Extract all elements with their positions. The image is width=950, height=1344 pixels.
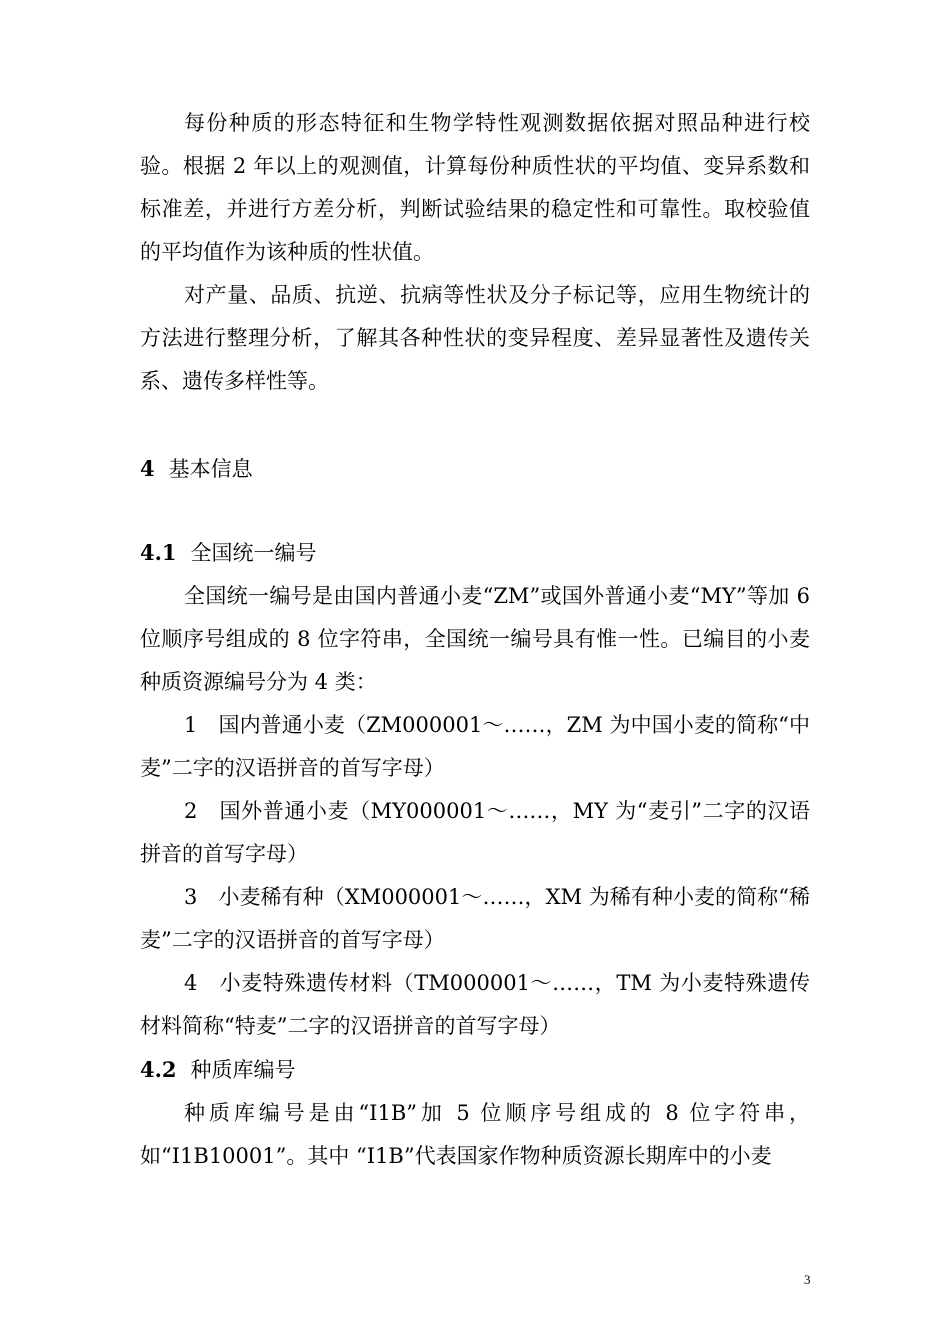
section-4-title: 基本信息 <box>168 457 253 481</box>
section-4-2-number: 4.2 <box>140 1057 177 1082</box>
section-4-1-heading <box>140 531 810 575</box>
section-4-2-heading <box>140 1048 810 1092</box>
page-number: 3 <box>804 1272 811 1287</box>
intro-paragraph-2: 对产量、品质、抗逆、抗病等性状及分子标记等，应用生物统计的方法进行整理分析，了解其各种性状的变异程度、差异显著性及遗传关系、遗传多样性等。 <box>140 283 810 393</box>
section-4-heading <box>140 447 810 491</box>
section-4-1-title: 全国统一编号 <box>190 541 317 565</box>
section-4-2-title: 种质库编号 <box>190 1058 296 1082</box>
list-item: 3 小麦稀有种（XM000001～……，XM 为稀有种小麦的简称“稀麦”二字的汉语拼音的首写字母） <box>140 885 810 952</box>
section-4-1-paragraph: 全国统一编号是由国内普通小麦“ZM”或国外普通小麦“MY”等加 6 位顺序号组成的 8 位字符串，全国统一编号具有惟一性。已编目的小麦种质资源编号分为 4 类： <box>140 584 810 694</box>
page-content <box>140 102 810 1178</box>
list-item: 4 小麦特殊遗传材料（TM000001～……，TM 为小麦特殊遗传材料简称“特麦”二字的汉语拼音的首写字母） <box>140 971 810 1038</box>
intro-paragraph-1: 每份种质的形态特征和生物学特性观测数据依据对照品种进行校验。根据 2 年以上的观测值，计算每份种质性状的平均值、变异系数和标准差，并进行方差分析，判断试验结果的稳定性和可靠性。取校验值的平均值作为该种质的性状值。 <box>140 111 810 264</box>
subsection-spacer <box>140 491 810 531</box>
section-4-2-paragraph: 种质库编号是由“I1B”加 5 位顺序号组成的 8 位字符串，如“I1B10001”。其中 “I1B”代表国家作物种质资源长期库中的小麦 <box>140 1101 810 1168</box>
section-4-number: 4 <box>140 456 155 481</box>
section-spacer <box>140 403 810 447</box>
list-item: 2 国外普通小麦（MY000001～……，MY 为“麦引”二字的汉语拼音的首写字母） <box>140 799 810 866</box>
list-item: 1 国内普通小麦（ZM000001～……，ZM 为中国小麦的简称“中麦”二字的汉语拼音的首写字母） <box>140 713 810 780</box>
section-4-1-number: 4.1 <box>140 540 177 565</box>
